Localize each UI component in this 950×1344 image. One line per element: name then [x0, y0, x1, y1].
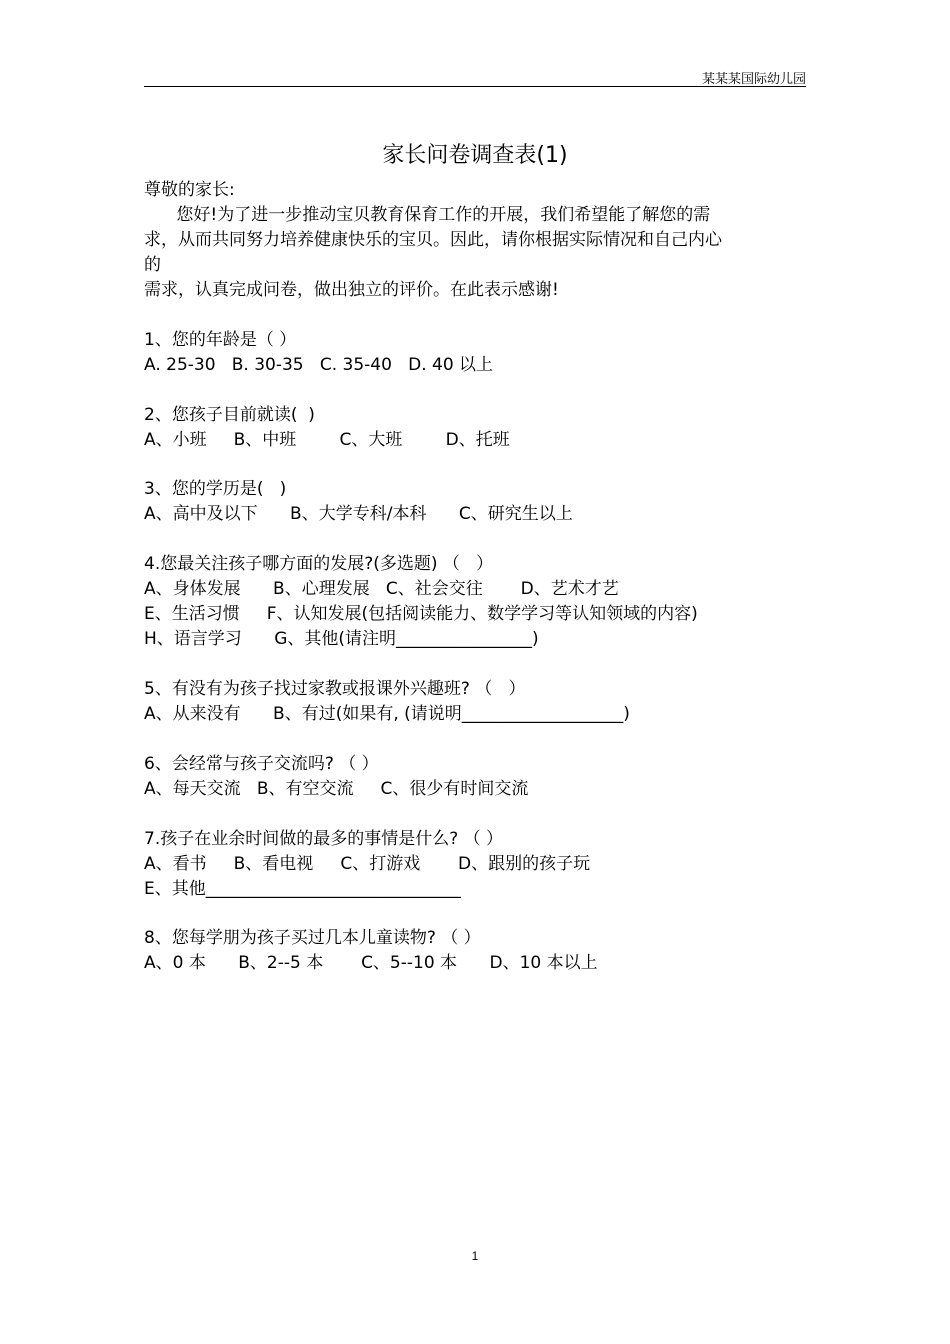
question-options: E、生活习惯 F、认知发展(包括阅读能力、数学学习等认知领域的内容): [144, 604, 698, 625]
question-block-6: [144, 752, 809, 802]
question-text: 1、您的年龄是（ ）: [144, 329, 297, 350]
intro-line-4: 需求，认真完成问卷，做出独立的评价。在此表示感谢!: [144, 280, 559, 300]
question-text: 2、您孩子目前就读( ): [144, 404, 315, 425]
question-block-3: [144, 477, 809, 527]
document-body: [144, 178, 809, 976]
question-options: A、从来没有 B、有过(如果有, (请说明___________________): [144, 703, 630, 724]
question-options: A、身体发展 B、心理发展 C、社会交往 D、艺术才艺: [144, 579, 619, 600]
page-title: 家长问卷调查表(1): [382, 143, 568, 168]
question-options: E、其他______________________________: [144, 878, 461, 899]
question-block-5: [144, 677, 809, 727]
page-number: 1: [471, 1249, 479, 1263]
question-block-4: [144, 552, 809, 652]
question-text: 4.您最关注孩子哪方面的发展?(多选题) （ ）: [144, 554, 494, 575]
question-options: A、高中及以下 B、大学专科/本科 C、研究生以上: [144, 504, 573, 525]
question-block-7: [144, 827, 809, 902]
question-text: 3、您的学历是( ): [144, 479, 287, 500]
intro-line-1: 您好!为了进一步推动宝贝教育保育工作的开展，我们希望能了解您的需: [144, 205, 711, 225]
header-divider: [144, 86, 806, 87]
question-text: 8、您每学朋为孩子买过几本儿童读物? （ ）: [144, 928, 481, 949]
question-options: A、小班 B、中班 C、大班 D、托班: [144, 429, 510, 450]
intro-line-3: 的: [144, 255, 161, 275]
question-block-2: [144, 403, 809, 453]
question-block-1: [144, 328, 809, 378]
greeting: 尊敬的家长:: [144, 180, 235, 200]
question-text: 5、有没有为孩子找过家教或报课外兴趣班? （ ）: [144, 678, 526, 699]
question-text: 6、会经常与孩子交流吗? （ ）: [144, 753, 379, 774]
question-options: H、语言学习 G、其他(请注明________________): [144, 629, 539, 650]
question-options: A、0 本 B、2--5 本 C、5--10 本 D、10 本以上: [144, 953, 598, 974]
question-text: 7.孩子在业余时间做的最多的事情是什么? （ ）: [144, 828, 504, 849]
question-options: A、看书 B、看电视 C、打游戏 D、跟别的孩子玩: [144, 853, 591, 874]
question-block-8: [144, 926, 809, 976]
question-options: A. 25-30 B. 30-35 C. 35-40 D. 40 以上: [144, 354, 494, 375]
question-options: A、每天交流 B、有空交流 C、很少有时间交流: [144, 778, 529, 799]
intro-line-2: 求，从而共同努力培养健康快乐的宝贝。因此，请你根据实际情况和自己内心: [144, 230, 722, 250]
header-org-name: 某某某国际幼儿园: [701, 72, 806, 87]
